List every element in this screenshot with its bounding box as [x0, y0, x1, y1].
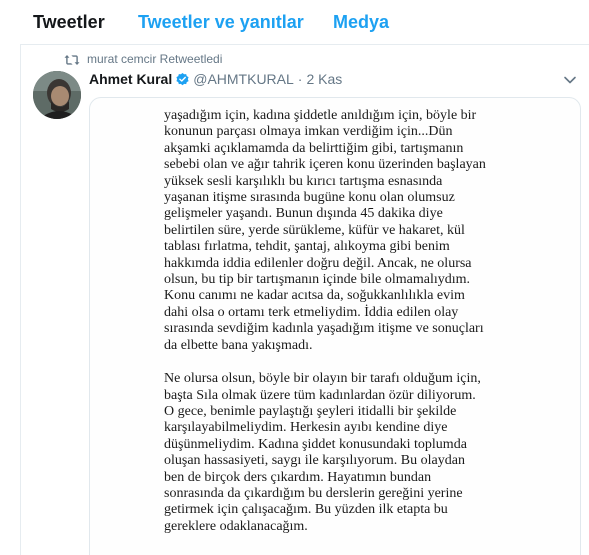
statement-line: Konu canımı ne kadar acıtsa da, soğukkanlılıkla evim: [164, 288, 465, 304]
statement-line: konunun parçası olmaya imkan verdiğim için...Dün: [164, 124, 453, 140]
statement-line: oluşan hassasiyeti, saygı ile karşılıyorum. Bu olaydan: [164, 453, 465, 469]
statement-line: sırasında sevdiğim kadınla yaşadığım itişme ve sonuçları: [164, 321, 484, 337]
statement-line: dahi olsa o ortamı terk etmeliydim. İddia edilen olay: [164, 304, 459, 320]
header-separator: ·: [297, 71, 303, 87]
statement-line: da elbette bana yakışmadı.: [164, 337, 313, 353]
profile-tabs: [0, 0, 589, 44]
author-name[interactable]: Ahmet Kural: [89, 71, 173, 87]
verified-badge-icon: [175, 72, 190, 87]
chevron-down-icon[interactable]: [563, 73, 577, 87]
statement-line: sebebi olan ve ağır tahrik içeren konu üzerinden başlayan: [164, 157, 486, 173]
statement-line: düşünmeliydim. Kadına şiddet konusundaki toplumda: [164, 436, 467, 452]
author-handle[interactable]: @AHMTKURAL: [193, 71, 294, 87]
tab-media[interactable]: Medya: [333, 12, 390, 32]
statement-line: ben de birçok ders çıkardım. Hayatımın bundan: [164, 469, 432, 485]
statement-line: O gece, benimle paylaştığı şeyleri itidalli bir şekilde: [164, 403, 457, 419]
statement-line: Ne olursa olsun, böyle bir olayın bir tarafı olduğum için,: [164, 371, 481, 387]
statement-line: karşılayabilmeliydim. Herkesin ayıbı kendine diye: [164, 420, 448, 436]
statement-line: akşamki açıklamamda da belirttiğim gibi, tartışmanın: [164, 140, 464, 156]
tab-tweets-and-replies[interactable]: Tweetler ve yanıtlar: [138, 12, 304, 32]
statement-line: yaşadığım için, kadına şiddetle anıldığım için, böyle bir: [164, 108, 477, 123]
tweet-date[interactable]: 2 Kas: [306, 71, 343, 87]
tab-tweets[interactable]: Tweetler: [33, 12, 105, 32]
statement-line: tablası fırlatma, tehdit, şantaj, alıkoyma gibi benim: [164, 239, 450, 255]
statement-paragraph-2: [164, 371, 524, 535]
statement-line: hakkımda iddia edilenler doğru değil. Ancak, ne olursa: [164, 255, 472, 271]
statement-line: olsun, bu tip bir tartışmanın içinde bile olmamalıydım.: [164, 272, 471, 288]
statement-line: gereklere odaklanacağım.: [164, 518, 308, 534]
statement-line: yaşanan itişme sırasında bugüne konu olan olumsuz: [164, 190, 455, 206]
statement-line: getirmek için çalışacağım. Bu yüzden ilk etapta bu: [164, 502, 448, 518]
statement-line: belirtilen süre, yerde sürükleme, küfür ve hakaret, kül: [164, 222, 465, 238]
statement-line: başta Sıla olmak üzere tüm kadınlardan özür diliyorum.: [164, 387, 476, 403]
statement-line: sonrasında da çıkardığım bu derslerin gereğini yerine: [164, 485, 463, 501]
retweet-icon: [64, 53, 80, 65]
statement-line: gelişmeler yaşandı. Bunun dışında 45 dakika diye: [164, 206, 443, 222]
tweet-header: [89, 70, 342, 88]
tweet-media-image[interactable]: [89, 97, 581, 555]
statement-text: [164, 108, 524, 535]
statement-line: yüksek sesli karşılıklı bu kırıcı tartışma esnasında: [164, 173, 443, 189]
avatar[interactable]: [33, 71, 81, 119]
retweet-context: [64, 52, 222, 66]
retweet-text[interactable]: murat cemcir Retweetledi: [87, 52, 223, 66]
statement-paragraph-1: [164, 108, 524, 354]
